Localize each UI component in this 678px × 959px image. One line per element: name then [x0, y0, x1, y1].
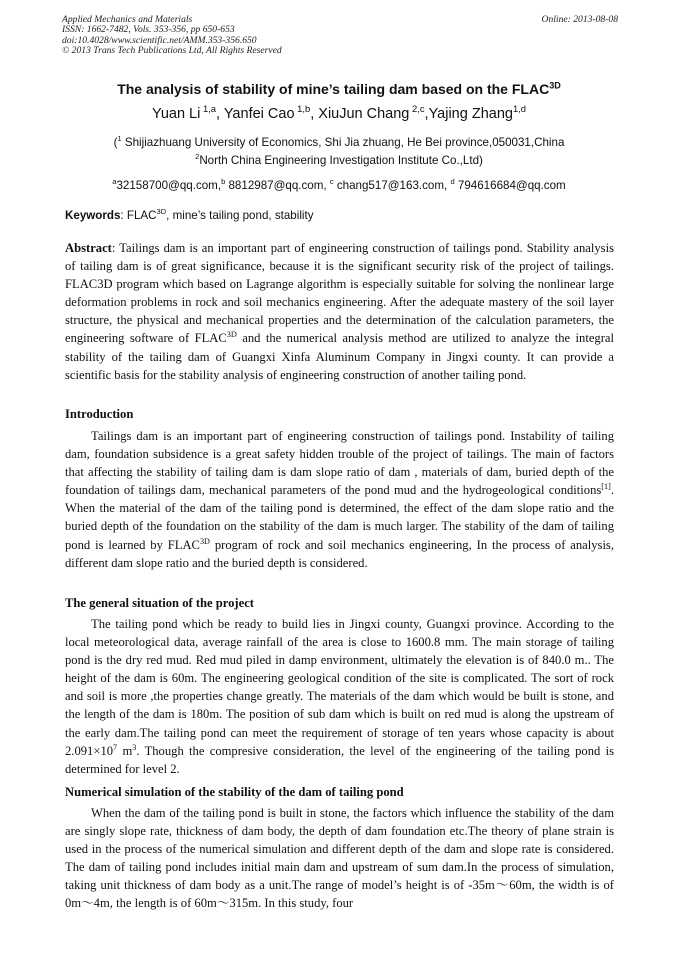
general-paragraph — [65, 615, 614, 778]
author-2: , Yanfei Cao — [216, 106, 295, 122]
abstract-sup: 3D — [226, 330, 237, 340]
email-c: chang517@163.com, — [333, 179, 451, 192]
intro-text-1: Tailings dam is an important part of engineering construction of tailings pond. Instability of tailing dam, foundation subsidence is a great safety hidden trouble of the project of tailings. The main of factors that affecting the stability of tailing dam is dam slope ratio of dam , materials of dam, buried depth of the foundation of tailings dam, mechanical parameters of the pond mud and the hydrogeological conditions — [65, 429, 614, 498]
author-2-sup: 1,b — [294, 103, 311, 115]
general-text-3: . Though the compresive consideration, the level of the engineering of the tailing pond is determined for level 2. — [65, 743, 614, 776]
email-b: 8812987@qq.com, — [225, 179, 330, 192]
keywords-line — [65, 209, 314, 222]
affiliation-1 — [30, 136, 648, 149]
abstract-text-1: : Tailings dam is an important part of engineering construction of tailings pond. Stability analysis of tailing dam is of great significance, because it is the significant security risk of the project of tailings. FLAC3D program which based on Lagrange algorithm is especially suitable for solving the nonlinear large deformation problems in rock and soil mechanics engineering. After the adequate mastery of the soil layer structure, the physical and mechanical properties and the determination of the calculation parameters, the engineering software of FLAC — [65, 241, 614, 346]
author-3-sup: 2,c — [409, 103, 425, 115]
general-situation-heading: The general situation of the project — [65, 596, 254, 610]
introduction-heading: Introduction — [65, 407, 134, 421]
email-d: 794616684@qq.com — [454, 179, 566, 192]
aff2-sup: 2 — [195, 152, 200, 162]
keywords-pre: : FLAC — [120, 209, 157, 222]
journal-name: Applied Mechanics and Materials — [62, 14, 193, 25]
title-superscript: 3D — [549, 80, 561, 91]
keywords-rest: , mine’s tailing pond, stability — [166, 209, 314, 222]
author-1-sup: 1,a — [200, 103, 217, 115]
aff1-paren: ( — [113, 136, 118, 149]
copyright-line: © 2013 Trans Tech Publications Ltd, All Rights Reserved — [62, 44, 282, 56]
affiliation-2 — [30, 154, 648, 167]
doi-line: doi:10.4028/www.scientific.net/AMM.353-356.650 — [62, 34, 257, 46]
title-text: The analysis of stability of mine’s tailing dam based on the FLAC — [117, 81, 550, 97]
email-line — [30, 179, 648, 192]
intro-sup: 3D — [199, 536, 210, 546]
introduction-section — [65, 427, 614, 572]
general-situation-section — [65, 615, 614, 778]
intro-text-2: . When the material of the dam of the tailing pond is determined, the effect of the dam slope ratio and the buried depth of the foundation on the stability of the dam is much larger. The stability of the dam of tailing pond is learned by FLAC — [65, 483, 614, 552]
email-c-sup: c — [329, 177, 334, 187]
general-text-1: The tailing pond which be ready to build lies in Jingxi county, Guangxi province. According to the local meteorological data, average rainfall of the area is close to 1600.8 mm. The main storage of tailing pond is the dry red mud. Red mud piled in damp environment, ultimately the elevation is of 840.0 m.. The height of the dam is 60m. The engineering geological condition of the site is complicated. The sort of rock and soil is more ,the properties change greatly. The materials of the dam which would be built is stone, and the length of the dam is 180m. The position of sub dam which is built on red mud is along the upstream of the early dam.The tailing pond can meet the requirement of storage of ten years whose capacity is about 2.091×10 — [65, 617, 614, 758]
abstract-text-2: and the numerical analysis method are utilized to analyze the integral stability of the tailing dam of Guangxi Xinfa Aluminum Company in Jingxi county. It can provide a scientific basis for the stability analysis of engineering construction of another tailing pond. — [65, 331, 615, 382]
issn-line: ISSN: 1662-7482, Vols. 353-356, pp 650-653 — [62, 24, 235, 36]
general-sup-1: 7 — [113, 742, 118, 752]
aff1-text: Shijiazhuang University of Economics, Shi Jia zhuang, He Bei province,050031,China — [121, 136, 565, 149]
email-b-sup: b — [221, 177, 226, 187]
keywords-label: Keywords — [65, 209, 121, 222]
author-3: , XiuJun Chang — [310, 106, 410, 122]
author-4: ,Yajing Zhang — [424, 106, 513, 122]
journal-header — [62, 15, 618, 56]
author-4-sup: 1,d — [512, 103, 527, 115]
numerical-paragraph: When the dam of the tailing pond is built in stone, the factors which influence the stability of the dam are singly slope rate, thickness of dam body, the depth of dam foundation etc.The theory of plane strain is used in the process of the numerical simulation and different depth of the dam and slope rate is considered. The dam of tailing pond includes initial main dam and upstream of sum dam.In the process of simulation, taking unit thickness of dam body as a unit.The range of model’s height is of -35m～60m, the width is of 0m～4m, the length is of 60m～315m. In this study, four — [65, 806, 614, 911]
general-sup-2: 3 — [132, 742, 137, 752]
abstract-paragraph — [65, 239, 614, 384]
email-d-sup: d — [450, 177, 455, 187]
aff1-sup: 1 — [117, 134, 122, 144]
author-1: Yuan Li — [151, 106, 201, 122]
intro-text-3: program of rock and soil mechanics engineering, In the process of analysis, different dam slope ratio and the buried depth is considered. — [65, 537, 614, 570]
keywords-sup: 3D — [156, 207, 167, 217]
numerical-simulation-heading: Numerical simulation of the stability of the dam of tailing pond — [65, 785, 404, 799]
online-date: Online: 2013-08-08 — [541, 14, 618, 25]
citation-ref: [1] — [601, 482, 611, 492]
abstract-label: Abstract — [65, 241, 112, 255]
author-list — [30, 103, 648, 122]
introduction-paragraph — [65, 427, 614, 572]
paper-title — [30, 81, 648, 97]
email-a: 32158700@qq.com, — [116, 179, 222, 192]
numerical-simulation-section — [65, 804, 614, 913]
general-text-2: m — [117, 743, 133, 758]
email-a-sup: a — [112, 177, 117, 187]
abstract-section — [65, 239, 614, 384]
aff2-text: North China Engineering Investigation Institute Co.,Ltd) — [199, 154, 483, 167]
